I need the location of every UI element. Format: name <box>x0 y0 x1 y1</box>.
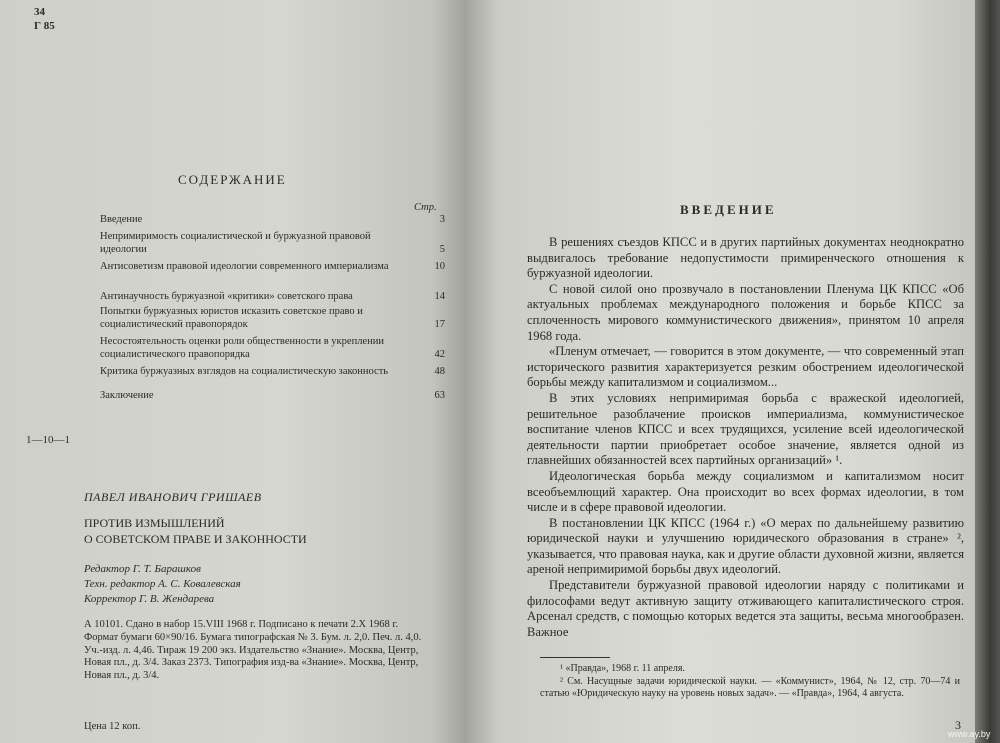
toc-item-page: 10 <box>434 261 445 272</box>
imprint-block: А 10101. Сдано в набор 15.VIII 1968 г. Подписано к печати 2.X 1968 г. Формат бумаги 60×90/16. Бумага типографская № 3. Бум. л. 2,0. Печ. л. 4,0. Уч.-изд. л. 4,46. Тираж 19 200 экз. Издательство «Знание». Москва, Центр, Новая пл., д. 3/4. Заказ 2373. Типография изд-ва «Знание». Москва, Центр, Новая пл., д. 3/4. <box>84 619 422 682</box>
left-page <box>0 0 470 743</box>
toc-item <box>100 231 445 256</box>
watermark: www.ay.by <box>948 729 991 739</box>
credit-editor: Редактор Г. Т. Барашков <box>84 563 201 575</box>
toc-item <box>100 214 445 227</box>
toc-item-title: Заключение <box>100 390 154 401</box>
footnotes <box>540 663 960 701</box>
credit-proofreader: Корректор Г. В. Жендарева <box>84 593 215 605</box>
author-name: ПАВЕЛ ИВАНОВИЧ ГРИШАЕВ <box>84 490 262 504</box>
edition-code: 1—10—1 <box>26 434 70 446</box>
toc-item-title: Несостоятельность оценки роли общественности в укреплении социалистического правопорядка <box>100 336 384 360</box>
toc-item-page: 17 <box>434 318 445 330</box>
toc-item <box>100 306 445 331</box>
credit-tech-editor: Техн. редактор А. С. Ковалевская <box>84 578 241 590</box>
book-title-line-1: ПРОТИВ ИЗМЫШЛЕНИЙ <box>84 516 225 530</box>
footnote: ¹ «Правда», 1968 г. 11 апреля. <box>560 663 685 674</box>
footnote: ² См. Насущные задачи юридической науки. — «Коммунист», 1964, № 12, стр. 70—74 и статью «Юридическую науку на уровень новых задач». — «Правда», 1964, 4 августа. <box>540 675 960 699</box>
toc-item-title: Введение <box>100 214 143 225</box>
toc-item <box>100 336 445 361</box>
paragraph: С новой силой оно прозвучало в постановлении Пленума ЦК КПСС «Об актуальных проблемах международного положения и борьбе КПСС за сплоченность мирового коммунистического движения», принятом 10 апреля 1968 года. <box>527 281 964 343</box>
toc-item-page: 48 <box>434 366 445 377</box>
toc-item-title: Критика буржуазных взглядов на социалистическую законность <box>100 366 389 377</box>
paragraph: В постановлении ЦК КПСС (1964 г.) «О мерах по дальнейшему развитию юридической науки и улучшению юридического образования в стране» ², указывается, что правовая наука, как и другие области духовной жизни, является ареной непримиримой борьбы двух идеологий. <box>527 515 964 577</box>
toc-item-title: Антисоветизм правовой идеологии современного империализма <box>100 261 389 272</box>
footnote-rule <box>540 657 610 658</box>
paragraph: Идеологическая борьба между социализмом и капитализмом носит всеобъемлющий характер. Она происходит во всех формах идеологии, в том числе и в сфере правовой идеологии. <box>527 468 964 515</box>
toc-item-page: 42 <box>434 348 445 360</box>
toc-item-page: 14 <box>434 291 445 302</box>
toc-item <box>100 291 445 304</box>
toc-item <box>100 390 445 403</box>
body-text <box>527 235 964 640</box>
paragraph: «Пленум отмечает, — говорится в этом документе, — что современный этап исторического развития характеризуется резким обострением идеологической борьбы между капитализмом и социализмом... <box>527 344 964 390</box>
book-title-line-2: О СОВЕТСКОМ ПРАВЕ И ЗАКОННОСТИ <box>84 532 307 546</box>
price: Цена 12 коп. <box>84 721 141 732</box>
toc-item-title: Попытки буржуазных юристов исказить советское право и социалистический правопорядок <box>100 306 363 330</box>
toc-item <box>100 366 445 379</box>
toc-item <box>100 261 445 274</box>
paragraph: В этих условиях непримиримая борьба с вражеской идеологией, решительное разоблачение происков империализма, коммунистическое воспитание членов КПСС и всех трудящихся, усиление всей идеологической деятельности партии приобретает особое значение, является одной из главнейших обязанностей всех партийных организаций» ¹. <box>527 390 964 468</box>
paragraph: В решениях съездов КПСС и в других партийных документах неоднократно выдвигалось требование недопустимости примиренческого отношения к буржуазной идеологии. <box>527 235 964 281</box>
library-index-bottom: Г 85 <box>34 20 55 32</box>
section-heading: ВВЕДЕНИЕ <box>680 202 777 217</box>
toc-item-title: Антинаучность буржуазной «критики» советского права <box>100 291 353 302</box>
toc-item-title: Непримиримость социалистической и буржуазной правовой идеологии <box>100 231 371 255</box>
toc-item-page: 63 <box>434 390 445 401</box>
library-index-top: 34 <box>34 6 45 18</box>
toc-item-page: 5 <box>439 243 445 255</box>
toc-item-page: 3 <box>439 214 445 225</box>
page-column-label: Стр. <box>414 202 437 213</box>
toc-title: СОДЕРЖАНИЕ <box>178 172 287 187</box>
paragraph: Представители буржуазной правовой идеологии наряду с политиками и философами ведут активную защиту отживающего капиталистического строя. Арсенал средств, с помощью которых ведется эта защиты, весьма многообразен. Важное <box>527 578 964 639</box>
next-page-edge <box>975 0 1000 743</box>
page-number: 3 <box>955 718 961 732</box>
